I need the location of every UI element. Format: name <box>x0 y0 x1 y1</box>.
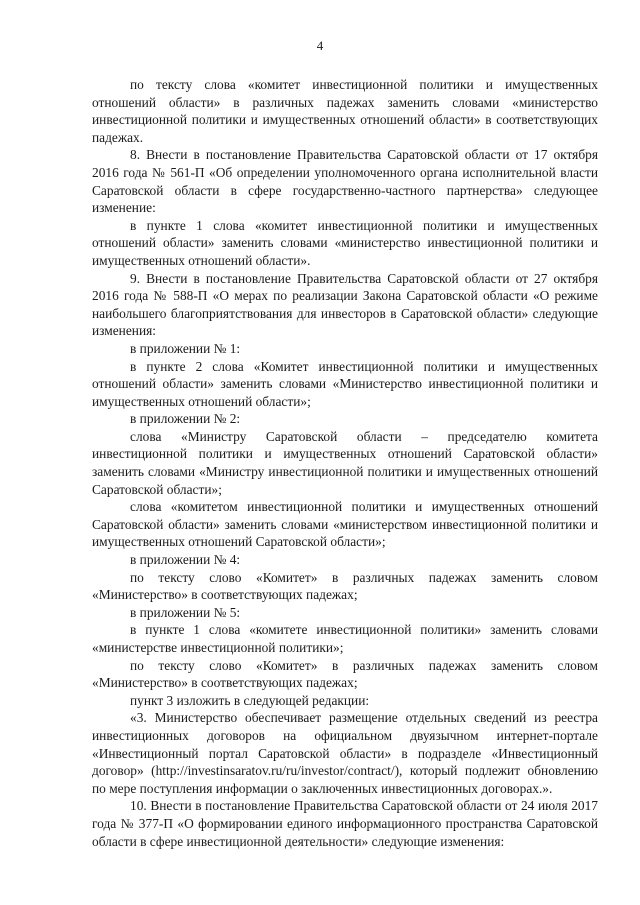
paragraph: в пункте 1 слова «комитете инвестиционной политики» заменить словами «министерстве инвестиционной политики»; <box>92 622 598 655</box>
paragraph: 8. Внести в постановление Правительства Саратовской области от 17 октября 2016 года № 561-П «Об определении уполномоченного органа исполнительной власти Саратовской области в сфере государственно-частного партнерства» следующее изменение: <box>92 147 598 216</box>
paragraph: по тексту слово «Комитет» в различных падежах заменить словом «Министерство» в соответствующих падежах; <box>92 569 598 603</box>
paragraph: в приложении № 1: <box>130 340 241 356</box>
paragraph: 9. Внести в постановление Правительства Саратовской области от 27 октября 2016 года № 588-П «О мерах по реализации Закона Саратовской области «О режиме наибольшего благоприятствования для инвесторов в Саратовской области» следующие изменения: <box>92 270 598 339</box>
paragraph: по тексту слова «комитет инвестиционной политики и имущественных отношений области» в различных падежах заменить словами «министерство инвестиционной политики и имущественных отношений области» в соответствующих падежах. <box>92 77 598 145</box>
paragraph: слова «комитетом инвестиционной политики и имущественных отношений Саратовской области» заменить словами «министерством инвестиционной политики и имущественных отношений Саратовской области»; <box>92 499 598 550</box>
paragraph: слова «Министру Саратовской области – председателю комитета инвестиционной политики и имущественных отношений Саратовской области» заменить словами «Министру инвестиционной политики и имущественных отношений Саратовской области»; <box>92 428 598 497</box>
page-number: 4 <box>316 38 324 53</box>
paragraph: в пункте 2 слова «Комитет инвестиционной политики и имущественных отношений области» заменить словами «Министерство инвестиционной политики и имущественных отношений области»; <box>92 358 598 409</box>
paragraph: в пункте 1 слова «комитет инвестиционной политики и имущественных отношений области» заменить словами «министерство инвестиционной политики и имущественных отношений области». <box>92 217 598 268</box>
paragraph: «3. Министерство обеспечивает размещение отдельных сведений из реестра инвестиционных договоров на официальном двуязычном интернет-портале «Инвестиционный портал Саратовской области» в подразделе «Инвестиционный договор» (http://investinsaratov.ru/ru/investor/contract/), который подлежит обновлению по мере поступления информации о заключенных инвестиционных договорах.». <box>92 710 598 796</box>
paragraph: 10. Внести в постановление Правительства Саратовской области от 24 июля 2017 года № 377-П «О формировании единого информационного пространства Саратовской области в сфере инвестиционной деятельности» следующие изменения: <box>92 798 598 849</box>
paragraph: по тексту слово «Комитет» в различных падежах заменить словом «Министерство» в соответствующих падежах; <box>92 657 598 691</box>
paragraph: пункт 3 изложить в следующей редакции: <box>130 692 370 708</box>
paragraph: в приложении № 4: <box>130 552 241 568</box>
paragraph: в приложении № 5: <box>130 604 241 620</box>
paragraph: в приложении № 2: <box>130 411 241 427</box>
document-body <box>92 76 598 850</box>
